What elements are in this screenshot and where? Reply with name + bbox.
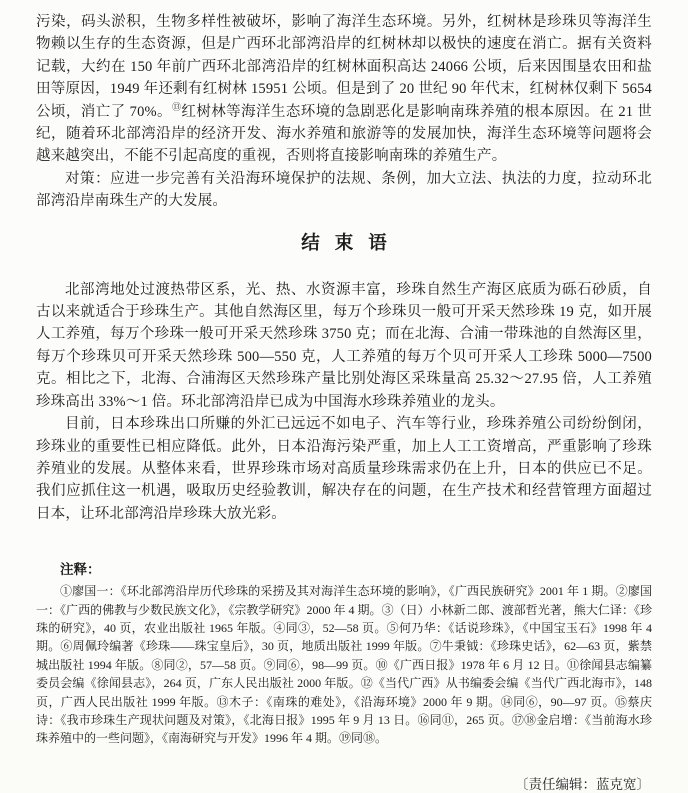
- paragraph-pearl-yield: 北部湾地处过渡热带区系，光、热、水资源丰富，珍珠自然生产海区底质为砾石砂质，自古以来就适合于珍珠生产。其他自然海区里，每万个珍珠贝一般可开采天然珍珠 19 克，如开展人工养殖，每万个珍珠一般可开采天然珍珠 3750 克；而在北海、合浦一带珠池的自然海区里，每万个珍珠贝可开采天然珍珠 500—550 克，人工养殖的每万个贝可开采人工珍珠 5000—7500 克。相比之下，北海、合浦海区天然珍珠产量比别处海区采珠量高 25.32～27.95 倍，人工养殖珍珠高出 33%～1 倍。环北部湾沿岸已成为中国海水珍珠养殖业的龙头。: [36, 281, 652, 410]
- notes-heading: 注释：: [60, 562, 101, 578]
- notes-section: [36, 558, 652, 748]
- paragraph-japan-market: 目前，日本珍珠出口所赚的外汇已远远不如电子、汽车等行业，珍珠养殖公司纷纷倒闭，珍珠业的重要性已相应降低。此外，日本沿海污染严重，加上人工工资增高，严重影响了珍珠养殖业的发展。从整体来看，世界珍珠市场对高质量珍珠需求仍在上升，日本的供应已不足。我们应抓住这一机遇，吸取历史经验教训，解决存在的问题，在生产技术和经营管理方面超过日本，让环北部湾沿岸珍珠大放光彩。: [36, 416, 652, 522]
- paragraph-mangrove-ecology: [36, 11, 652, 168]
- note-reference-13: ⑬: [171, 101, 182, 112]
- paragraph-text: 污染，码头淤积，生物多样性被破坏，影响了海洋生态环境。另外，红树林是珍珠贝等海洋生物赖以生存的生态资源，但是广西环北部湾沿岸的红树林却以极快的速度在消亡。据有关资料记载，大约在 150 年前广西环北部湾沿岸的红树林面积高达 24066 公顷，后来因围垦农田和盐田等原因，1949 年还剩有红树林 15951 公顷。但是到了 20 世纪 90 年代末，红树林仅剩下 5654 公顷，消亡了 70%。: [36, 14, 652, 120]
- paragraph-text: 红树林等海洋生态环境的急剧恶化是影响南珠养殖的根本原因。在 21 世纪，随着环北部湾沿岸的经济开发、海水养殖和旅游等的发展加快，海洋生态环境等问题将会越来越突出，不能不引起高度的重视，否则将直接影响南珠的养殖生产。: [36, 103, 652, 165]
- section-heading-conclusion: 结束语: [301, 233, 402, 254]
- notes-body: ①廖国一：《环北部湾沿岸历代珍珠的采捞及其对海洋生态环境的影响》，《广西民族研究》2001 年 1 期。②廖国一：《广西的佛教与少数民族文化》，《宗教学研究》2000 年 4 期。③（日）小林新二郎、渡部哲光著，熊大仁译：《珍珠的研究》，40 页，农业出版社 1965 年版。④同③，52—58 页。⑤何乃华：《话说珍珠》，《中国宝玉石》1998 年 4 期。⑥周佩玲编著《珍珠——珠宝皇后》，30 页，地质出版社 1999 年版。⑦牛秉钺：《珍珠史话》，62—63 页，紫禁城出版社 1994 年版。⑧同②，57—58 页。⑨同⑥，98—99 页。⑩《广西日报》1978 年 6 月 12 日。⑪徐闻县志编纂委员会编《徐闻县志》，264 页，广东人民出版社 2000 年版。⑫《当代广西》从书编委会编《当代广西北海市》，148 页，广西人民出版社 1999 年版。⑬木子：《南珠的难处》，《沿海环境》2000 年 9 期。⑭同⑥，90—97 页。⑮蔡庆诗：《我市珍珠生产现状问题及对策》，《北海日报》1995 年 9 月 13 日。⑯同⑪，265 页。⑰⑱金启增：《当前海水珍珠养殖中的一些问题》，《南海研究与开发》1996 年 4 期。⑲同⑱。: [36, 584, 652, 746]
- paragraph-countermeasures: 对策：应进一步完善有关沿海环境保护的法规、条例，加大立法、执法的力度，拉动环北部湾沿岸南珠生产的大发展。: [36, 170, 652, 210]
- editor-credit: 〔责任编辑：蓝克宽〕: [515, 776, 650, 792]
